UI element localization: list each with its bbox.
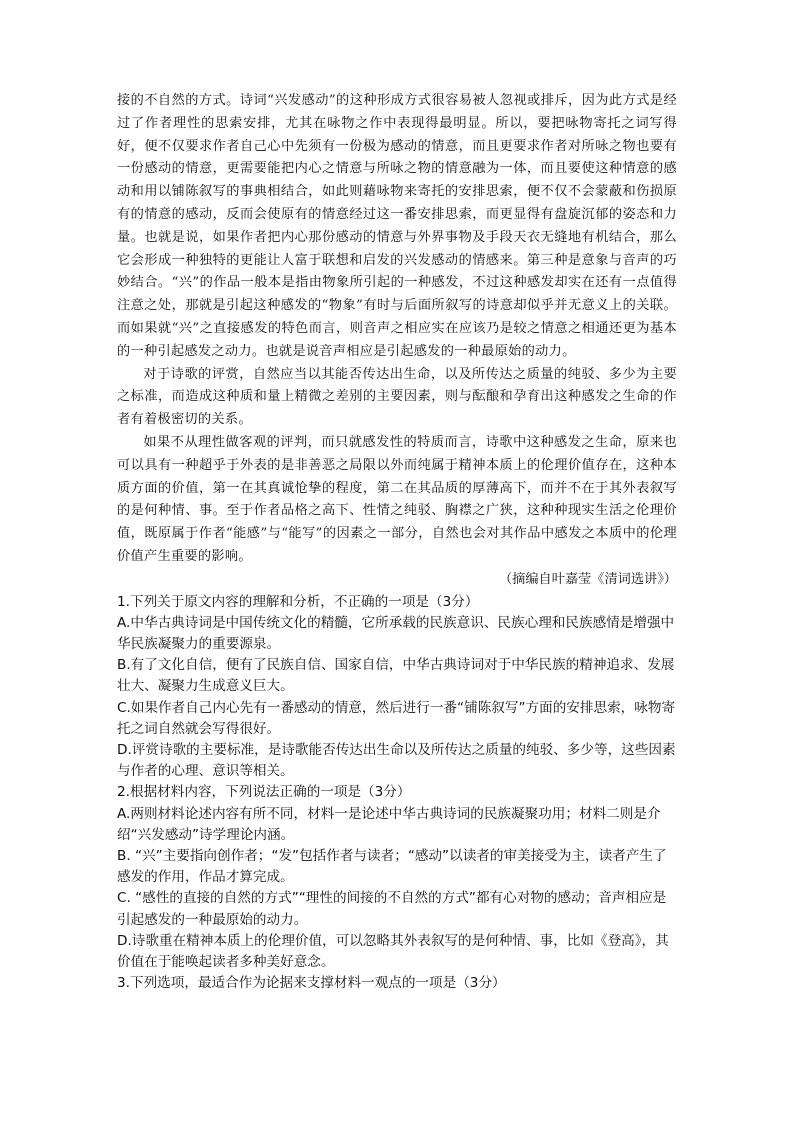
reading-passage [117,90,677,569]
question-2-stem: 2.根据材料内容，下列说法正确的一项是（3分） [117,784,411,801]
question-1 [117,592,677,783]
question-3 [117,973,677,994]
question-2 [117,782,677,973]
passage-paragraph-3: 如果不从理性做客观的评判，而只就感发性的特质而言，诗歌中这种感发之生命，原来也可以具有一种超乎于外表的是非善恶之局限以外而纯属于精神本质上的伦理价值存在，这种本质方面的价值，第一在其真诚怆挚的程度，第二在其品质的厚薄高下，而并不在于其外表叙写的是何种情、事。至于作者品格之高下、性情之纯驳、胸襟之广狭，这种种现实生活之伦理价值，既原属于作者“能感”与“能写”的因素之一部分，自然也会对其作品中感发之本质中的伦理价值产生重要的影响。 [117,434,677,564]
document-page [117,90,677,994]
question-2-option-c: C. “感性的直接的自然的方式”“理性的间接的不自然的方式”都有心对物的感动；音声相应是引起感发的一种最原始的动力。 [117,890,667,928]
question-1-option-c: C.如果作者自己内心先有一番感动的情意，然后进行一番“铺陈叙写”方面的安排思索，咏物寄托之词自然就会写得很好。 [117,699,676,737]
question-2-option-d: D.诗歌重在精神本质上的伦理价值，可以忽略其外表叙写的是何种情、事，比如《登高》，其价值在于能唤起读者多种美好意念。 [117,932,669,970]
passage-source: （摘编自叶嘉莹《清词选讲》） [498,571,677,587]
question-1-option-d: D.评赏诗歌的主要标准，是诗歌能否传达出生命以及所传达之质量的纯驳、多少等，这些因素与作者的心理、意识等相关。 [117,741,676,780]
question-3-stem: 3.下列选项，最适合作为论据来支撑材料一观点的一项是（3分） [117,975,506,992]
passage-paragraph-1: 接的不自然的方式。诗词“兴发感动”的这种形成方式很容易被人忽视或排斥，因为此方式是经过了作者理性的思索安排，尤其在咏物之作中表现得最明显。所以，要把咏物寄托之词写得好，便不仅要求作者自己心中先须有一份极为感动的情意，而且更要求作者对所咏之物也要有一份感动的情意，更需要能把内心之情意与所咏之物的情意融为一体，而且要使这种情意的感动和用以铺陈叙写的事典相结合，如此则藉咏物来寄托的安排思索，便不仅不会蒙蔽和伤损原有的情意的感动，反而会使原有的情意经过这一番安排思索，而更显得有盘旋沉郁的姿态和力量。也就是说，如果作者把内心那份感动的情意与外界事物及手段天衣无缝地有机结合，那么它会形成一种独特的更能让人富于联想和启发的兴发感动的情感来。第三种是意象与音声的巧妙结合。“兴”的作品一般本是指由物象所引起的一种感发，不过这种感发却实在还有一点值得注意之处，那就是引起这种感发的“物象”有时与后面所叙写的诗意却似乎并无意义上的关联。而如果就“兴”之直接感发的特色而言，则音声之相应实在应该乃是较之情意之相通还更为基本的一种引起感发之动力。也就是说音声相应是引起感发的一种最原始的动力。 [117,93,677,359]
passage-paragraph-2: 对于诗歌的评赏，自然应当以其能否传达出生命，以及所传达之质量的纯驳、多少为主要之标准，而造成这种质和量上精微之差别的主要因素，则与酝酿和孕育出这种感发之生命的作者有着极密切的关系。 [117,366,677,428]
question-2-option-a: A.两则材料论述内容有所不同，材料一是论述中华古典诗词的民族凝聚功用；材料二则是介绍“兴发感动”诗学理论内涵。 [117,805,661,843]
question-1-stem: 1.下列关于原文内容的理解和分析，不正确的一项是（3分） [117,593,479,610]
question-1-option-a: A.中华古典诗词是中国传统文化的精髓，它所承载的民族意识、民族心理和民族感情是增强中华民族凝聚力的重要源泉。 [117,614,675,652]
question-2-option-b: B. “兴”主要指向创作者；“发”包括作者与读者；“感动”以读者的审美接受为主，读者产生了感发的作用，作品才算完成。 [117,847,667,886]
question-1-option-b: B.有了文化自信，便有了民族自信、国家自信，中华古典诗词对于中华民族的精神追求、发展壮大、凝聚力生成意义巨大。 [117,657,675,695]
question-section [117,592,677,995]
